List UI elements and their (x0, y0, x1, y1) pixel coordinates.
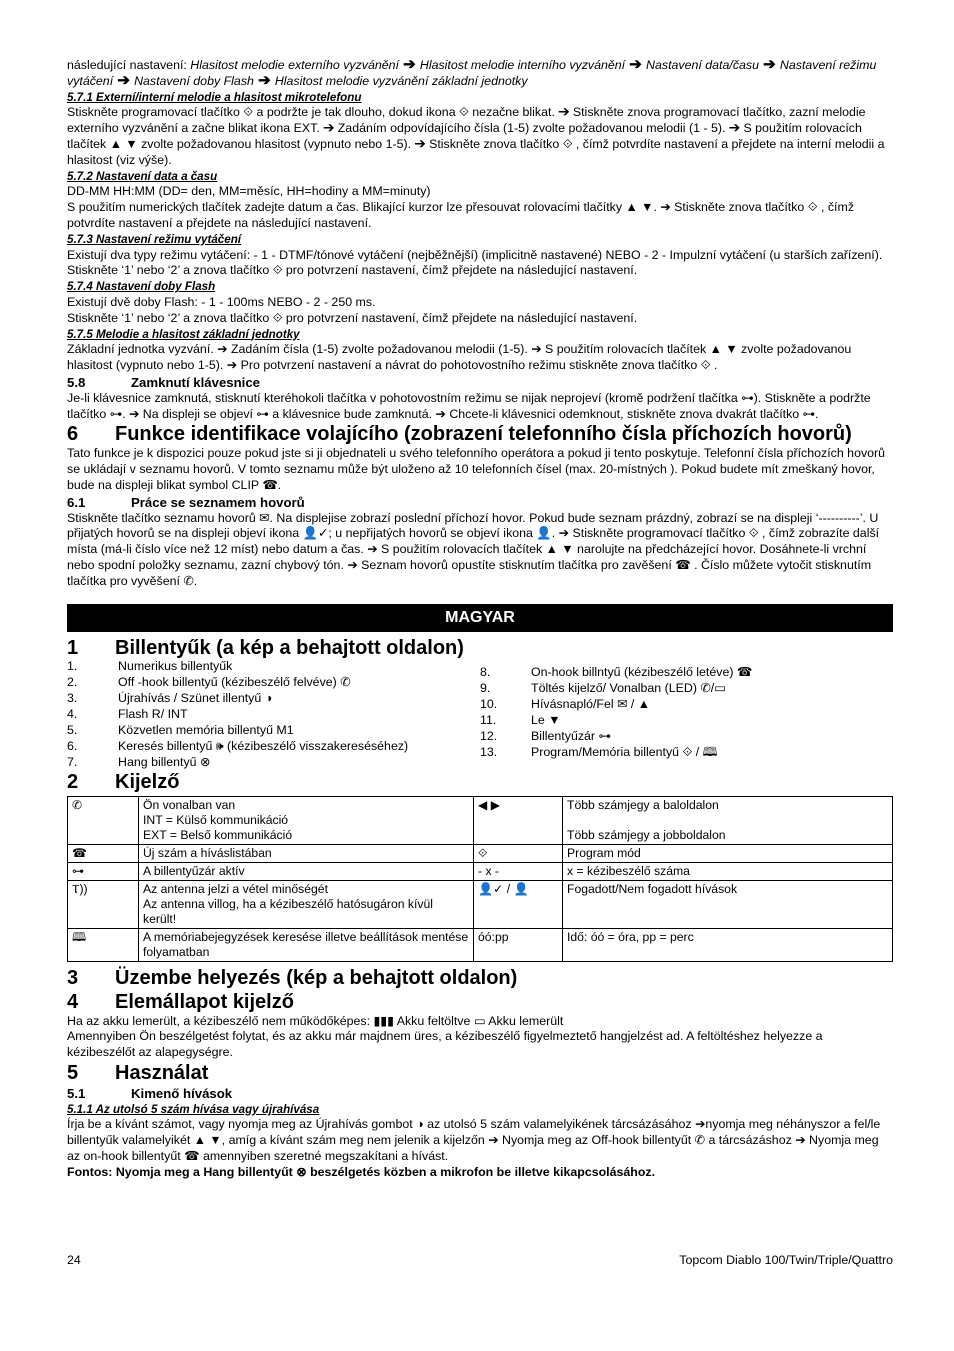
intro-paragraph: následující nastavení: Hlasitost melodie externího vyzvánění ➔ Hlasitost melodie interního vyzvánění ➔ Nastavení data/času ➔ Nastavení režimu vytáčení ➔ Nastavení doby Flash ➔ Hlasitost melodie vyzvánění základní jednotky (67, 56, 877, 89)
keys-right (480, 658, 893, 770)
paragraph: Stiskněte ‘1’ nebo ‘2’ a znova tlačítko ⟐ pro potvrzení nastavení, čímž přejdete na následující nastavení. (67, 263, 638, 278)
page-footer (67, 1253, 893, 1267)
paragraph: Írja be a kívánt számot, vagy nyomja meg az Újrahívás gombot ◑ az utolsó 5 szám valamelyikének tárcsázásához ➔nyomja meg néhányszor a fel/le billentyűk valamelyikét ▲ ▼, amíg a kívánt szám meg nem jelenik a kijelzőn ➔ Nyomja meg az Off-hook billentyűt ✆ a tárcsázáshoz ➔ Nyomja meg az on-hook billentyűt ☎ amennyiben szeretné megszakítani a hívást. (67, 1117, 881, 1164)
table-cell: Fogadott/Nem fogadott hívások (563, 880, 893, 928)
section-heading-5-8: 5.8 Zamknutí klávesnice (67, 374, 261, 390)
list-item: 10. Hívásnapló/Fel ✉ / ▲ (480, 696, 651, 711)
table-cell: Új szám a híváslistában (139, 844, 474, 862)
key-lock-icon: ⊶ (68, 862, 139, 880)
list-item: 7. Hang billentyű ⊗ (67, 754, 211, 769)
paragraph: Je-li klávesnice zamknutá, stisknutí kteréhokoli tlačítka v pohotovostním režimu se nijak neprojeví (kromě podržení tlačítka ⊶). Stiskněte a podržte tlačítko ⊶. ➔ Na displeji se objeví ⊶ a klávesnice bude zamknutá. ➔ Chcete-li klávesnici odemknout, stiskněte znova dvakrát tlačítko ⊶. (67, 390, 871, 421)
table-row (68, 796, 893, 844)
table-cell: Idő: óó = óra, pp = perc (563, 928, 893, 961)
paragraph: DD-MM HH:MM (DD= den, MM=měsíc, HH=hodiny a MM=minuty) (67, 184, 431, 199)
paragraph: Stiskněte tlačítko seznamu hovorů ✉. Na displejise zobrazí poslední příchozí hovor. Pokud bude seznam prázdný, zobrazí se na displeji ‘----------’. U přijatých hovorů se na displeji objeví ikona 👤✓; u nepřijatých hovorů se objeví ikona 👤. ➔ Stiskněte programovací tlačítko ⟐ , čímž zobrazíte další místa (má-li číslo více než 12 míst) nebo datum a čas. ➔ S použitím rolovacích tlačítek ▲ ▼ narolujte na předcházející hovor. Dosáhnete-li vrchní nebo spodní položky seznamu, zazní chybový tón. ➔ Seznam hovorů opustíte stisknutím tlačítka pro zavěšení ☎ . Číslo můžete vytočit stisknutím tlačítka pro vyvěšení ✆. (67, 510, 880, 588)
section-heading-5: 5 Használat (67, 1061, 209, 1084)
list-item: 5. Közvetlen memória billentyű M1 (67, 722, 294, 737)
subsection-title: 5.7.1 Externí/interní melodie a hlasitost mikrotelefonu (67, 90, 362, 104)
subsection-title: 5.1.1 Az utolsó 5 szám hívása vagy újrahívása (67, 1102, 320, 1116)
language-band: MAGYAR (67, 604, 893, 632)
table-cell: Program mód (563, 844, 893, 862)
list-item: 3. Újrahívás / Szünet illentyű ◑ (67, 690, 273, 705)
page-number: 24 (67, 1253, 81, 1267)
paragraph: Tato funkce je k dispozici pouze pokud jste si ji objednateli u svého telefonního operátora a pokud ji tento poskytuje. Telefonní čísla příchozích hovorů se ukládají v seznamu hovorů. V tomto seznamu může být uloženo až 10 telefonních čísel (max. 20-místných ). Pokud budete mít zmeškaný hovor, bude na displeji blikat symbol CLIP ☎. (67, 446, 886, 492)
list-item: 11. Le ▼ (480, 712, 561, 727)
subsection-title: 5.7.4 Nastavení doby Flash (67, 280, 216, 294)
subsection-title: 5.7.2 Nastavení data a času (67, 169, 218, 183)
section-heading-6: 6 Funkce identifikace volajícího (zobrazení telefonního čísla příchozích hovorů) (67, 423, 852, 446)
table-row (68, 880, 893, 928)
new-call-icon: ☎ (68, 844, 139, 862)
table-cell: A memóriabejegyzések keresése illetve beállítások mentése folyamatban (139, 928, 474, 961)
subsection-title: 5.7.5 Melodie a hlasitost základní jednotky (67, 327, 300, 341)
list-item: 2. Off -hook billentyű (kézibeszélő felvéve) ✆ (67, 674, 351, 689)
note-paragraph: Fontos: Nyomja meg a Hang billentyűt ⊗ beszélgetés közben a mikrofon be illetve kikapcsolásához. (67, 1164, 656, 1179)
list-item: 1. Numerikus billentyűk (67, 658, 233, 673)
section-heading-3: 3 Üzembe helyezés (kép a behajtott oldalon) (67, 966, 518, 989)
paragraph: Stiskněte programovací tlačítko ⟐ a podržte je tak dlouho, dokud ikona ⟐ nezačne blikat. ➔ Stiskněte znova programovací tlačítko, zazní melodie externího vyzvánění a začne blikat ikona EXT. ➔ Zadáním odpovídajícího čísla (1-5) zvolte požadovanou melodii (1 - 5). ➔ S použitím rolovacích tlačítek ▲ ▼ zvolte požadovanou hlasitost (vypnuto nebo 1-5). ➔ Stiskněte znova tlačítko ⟐ , čímž potvrdíte nastavení a přejdete na interní melodii a hlasitost (viz výše). (67, 105, 885, 167)
list-item: 12. Billentyűzár ⊶ (480, 728, 611, 743)
list-item: 6. Keresés billentyű 🕪 (kézibeszélő visszakereséséhez) (67, 738, 409, 753)
page-content (67, 58, 893, 1181)
book-icon: 🕮 (68, 928, 139, 961)
paragraph: Ha az akku lemerült, a kézibeszélő nem működőképes: ▮▮▮ Akku feltöltve ▭ Akku lemerült (67, 1013, 564, 1028)
table-cell: Ön vonalban van INT = Külső kommunikáció EXT = Belső kommunikáció (139, 796, 474, 844)
keys-left (67, 658, 480, 770)
table-cell: x = kézibeszélő száma (563, 862, 893, 880)
table-cell: - x - (474, 862, 563, 880)
table-cell: A billentyűzár aktív (139, 862, 474, 880)
program-icon: ⟐ (474, 844, 563, 862)
table-cell: Több számjegy a baloldalon Több számjegy a jobboldalon (563, 796, 893, 844)
table-cell: Az antenna jelzi a vétel minőségét Az antenna villog, ha a kézibeszélő hatósugáron kívül került! (139, 880, 474, 928)
caller-icon: 👤✓ / 👤 (474, 880, 563, 928)
section-heading-6-1: 6.1 Práce se seznamem hovorů (67, 494, 305, 510)
table-row (68, 862, 893, 880)
paragraph: Existují dva typy režimu vytáčení: - 1 - DTMF/tónové vytáčení (nejběžnější) (implicitně nastavené) NEBO - 2 - Impulzní vytáčení (u starších zařízení). (67, 247, 883, 262)
subsection-title: 5.7.3 Nastavení režimu vytáčení (67, 232, 241, 246)
section-heading-1: 1 Billentyűk (a kép a behajtott oldalon) (67, 636, 464, 659)
section-heading-5-1: 5.1 Kimenő hívások (67, 1085, 233, 1101)
product-name: Topcom Diablo 100/Twin/Triple/Quattro (679, 1253, 893, 1267)
list-item: 8. On-hook billntyű (kézibeszélő letéve) ☎ (480, 664, 753, 679)
table-row (68, 844, 893, 862)
paragraph: Stiskněte ‘1’ nebo ‘2’ a znova tlačítko ⟐ pro potvrzení nastavení, čímž přejdete na následující nastavení. (67, 310, 638, 325)
section-heading-4: 4 Elemállapot kijelző (67, 990, 294, 1013)
phone-icon: ✆ (68, 796, 139, 844)
keys-list (67, 658, 893, 770)
table-cell: óó:pp (474, 928, 563, 961)
list-item: 9. Töltés kijelző/ Vonalban (LED) ✆/▭ (480, 680, 726, 695)
paragraph: Základní jednotka vyzvání. ➔ Zadáním čísla (1-5) zvolte požadovanou melodii (1-5). ➔ S použitím rolovacích tlačítek ▲ ▼ zvolte požadovanou hlasitost (vypnuto nebo 1-5). ➔ Pro potvrzení nastavení a návrat do pohotovostního režimu stiskněte znova tlačítko ⟐ . (67, 342, 852, 373)
paragraph: S použitím numerických tlačítek zadejte datum a čas. Blikající kurzor lze přesouvat rolovacími tlačítky ▲ ▼. ➔ Stiskněte znova tlačítko ⟐ , čímž potvrdíte nastavení a přejdete na následující nastavení. (67, 200, 855, 230)
list-item: 13. Program/Memória billentyű ⟐ / 🕮 (480, 744, 718, 759)
list-item: 4. Flash R/ INT (67, 706, 188, 721)
paragraph: Amennyiben Ön beszélgetést folytat, és az akku már majdnem üres, a kézibeszélő figyelmeztető hangjelzést ad. A feltöltéshez helyezze a kézibeszélőt az alapegységre. (67, 1029, 823, 1060)
arrows-icon: ◀ ▶ (474, 796, 563, 844)
display-icons-table (67, 796, 893, 962)
antenna-icon: Ⲧ)) (68, 880, 139, 928)
table-row (68, 928, 893, 961)
section-heading-2: 2 Kijelző (67, 770, 180, 793)
paragraph: Existují dvě doby Flash: - 1 - 100ms NEBO - 2 - 250 ms. (67, 294, 376, 309)
